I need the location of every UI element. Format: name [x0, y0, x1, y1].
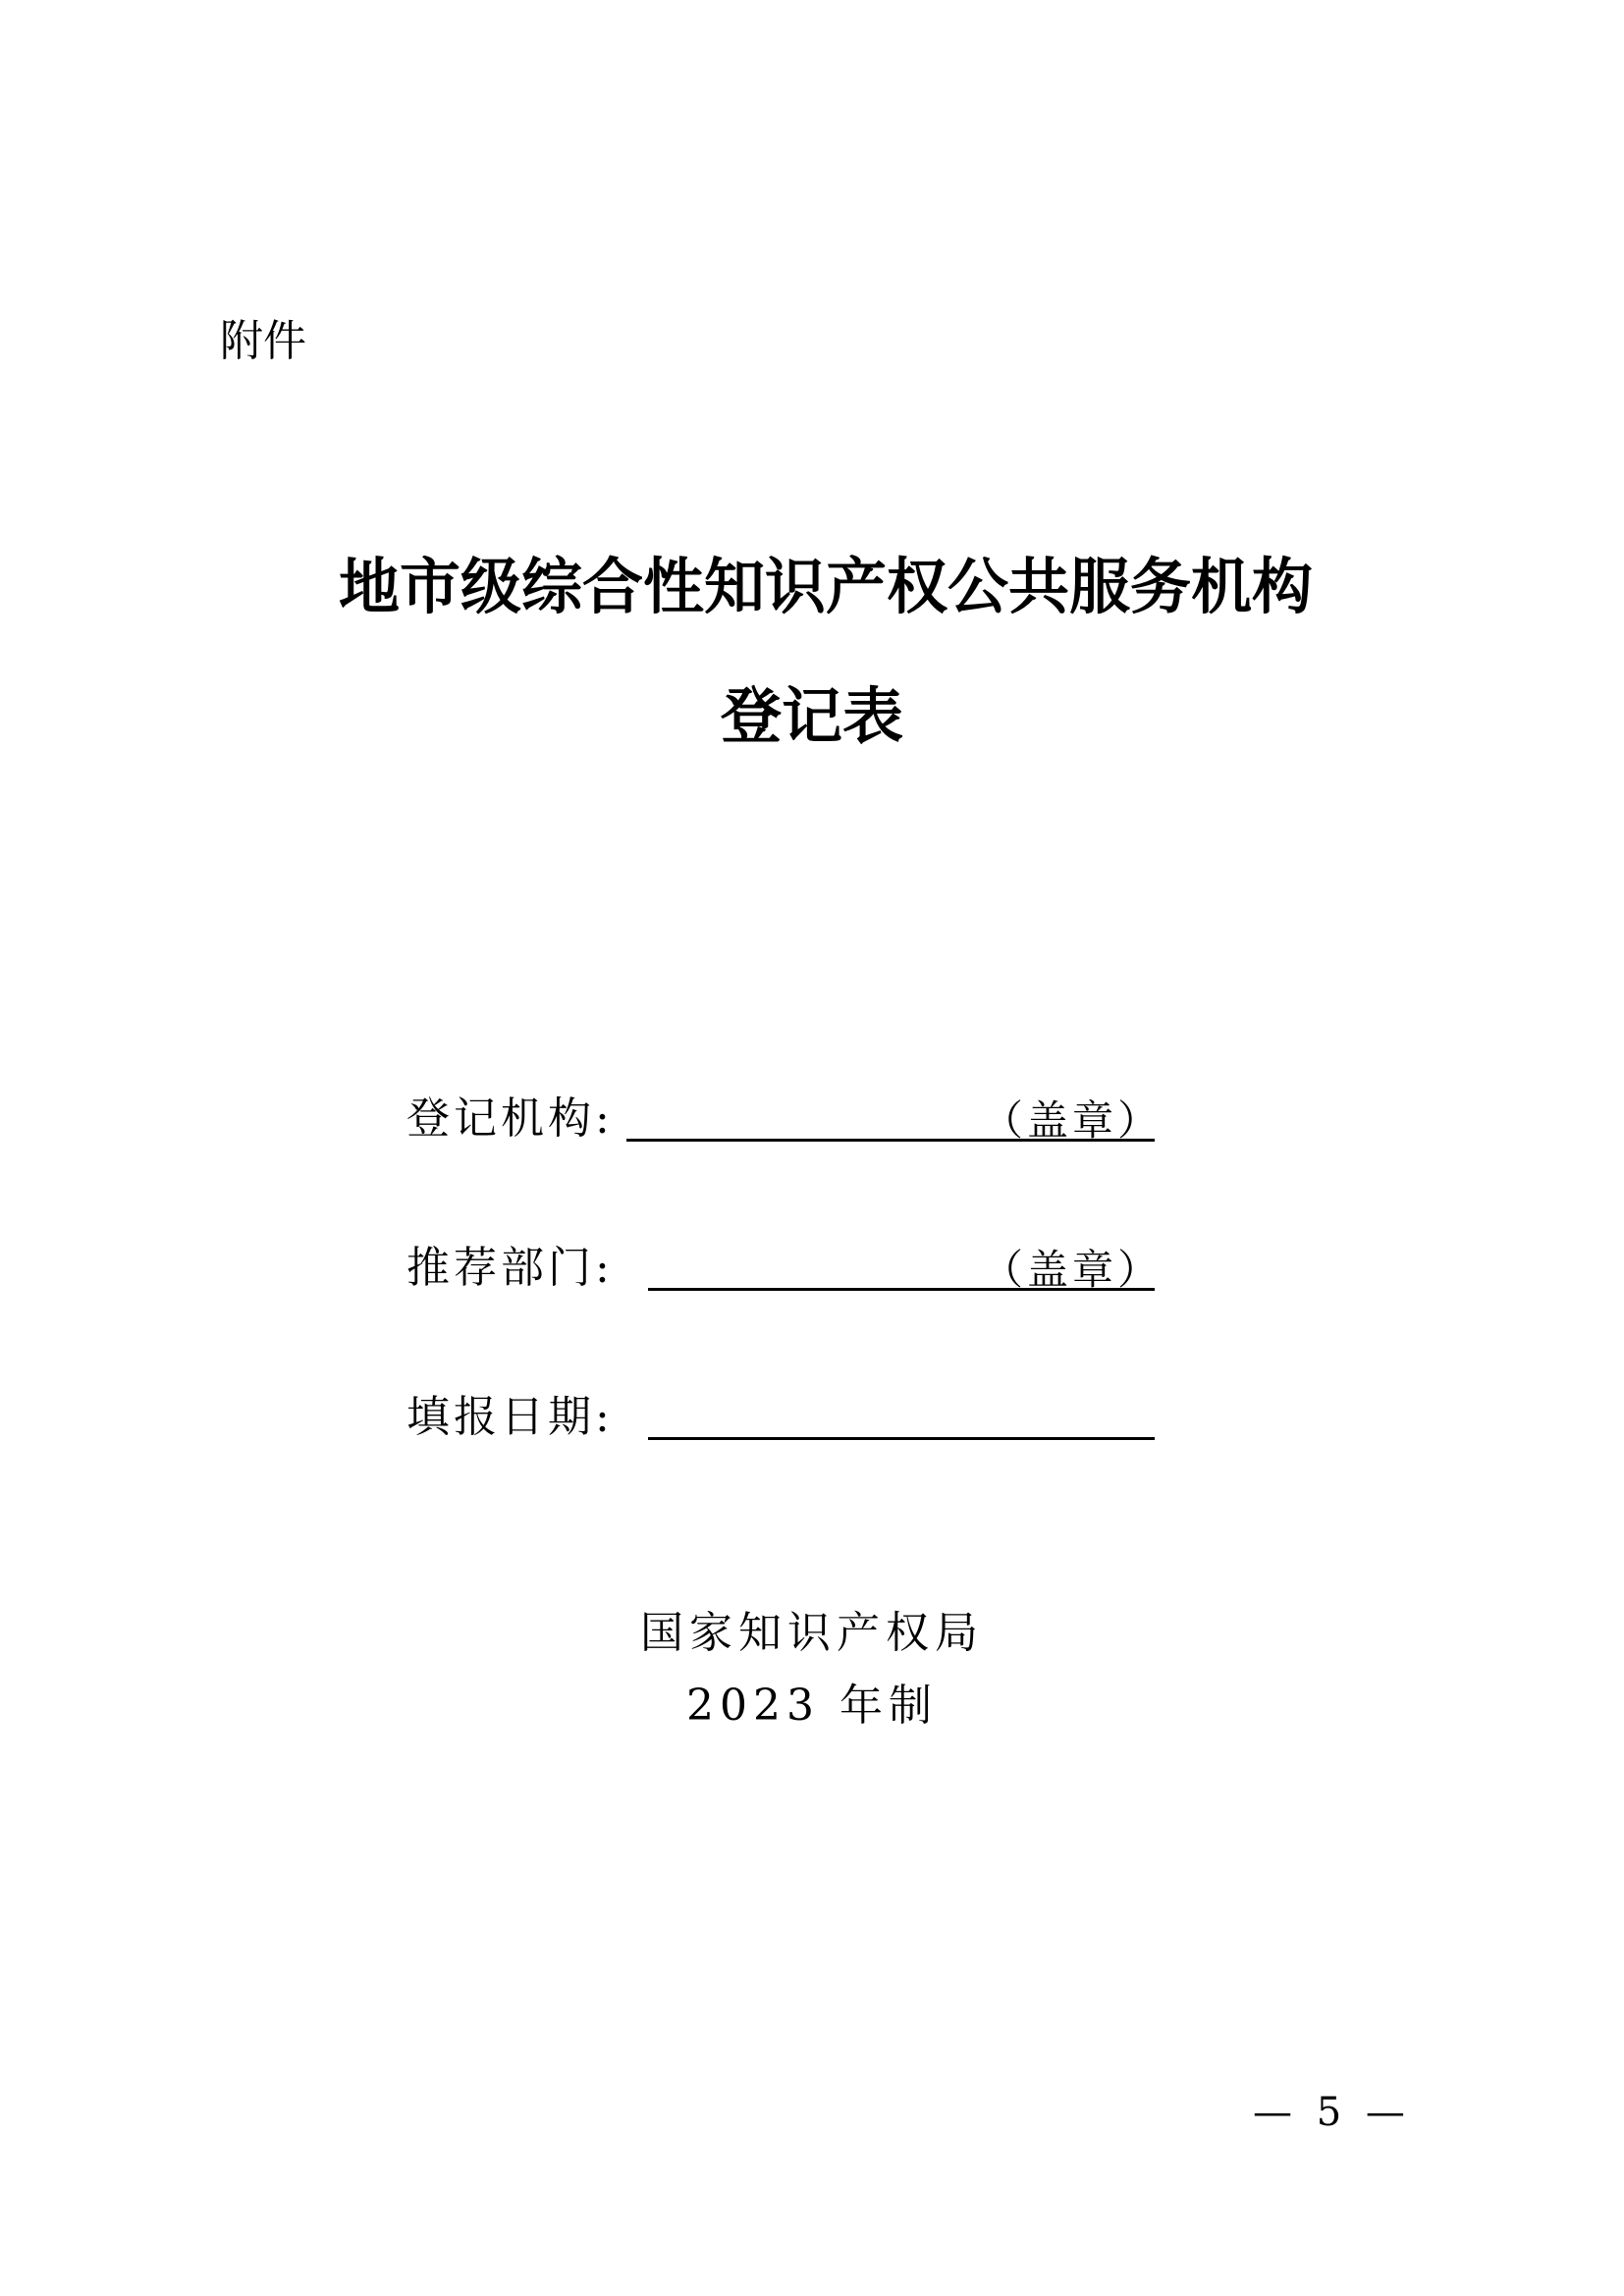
document-title: 地市级综合性知识产权公共服务机构 — [338, 551, 1313, 622]
recommending-dept-seal-note: （盖章） — [982, 1246, 1164, 1294]
registration-org-label: 登记机构: — [406, 1094, 614, 1144]
fill-date-label: 填报日期: — [406, 1392, 614, 1442]
fill-date-field[interactable] — [648, 1437, 1155, 1440]
recommending-dept-label: 推荐部门: — [406, 1243, 614, 1293]
attachment-label: 附件 — [220, 316, 306, 366]
page-number: — 5 — — [1253, 2090, 1411, 2135]
registration-org-seal-note: （盖章） — [982, 1096, 1164, 1145]
document-subtitle: 登记表 — [720, 680, 903, 752]
issuer-name: 国家知识产权局 — [640, 1608, 984, 1658]
issuer-year: 2023 年制 — [686, 1681, 938, 1731]
